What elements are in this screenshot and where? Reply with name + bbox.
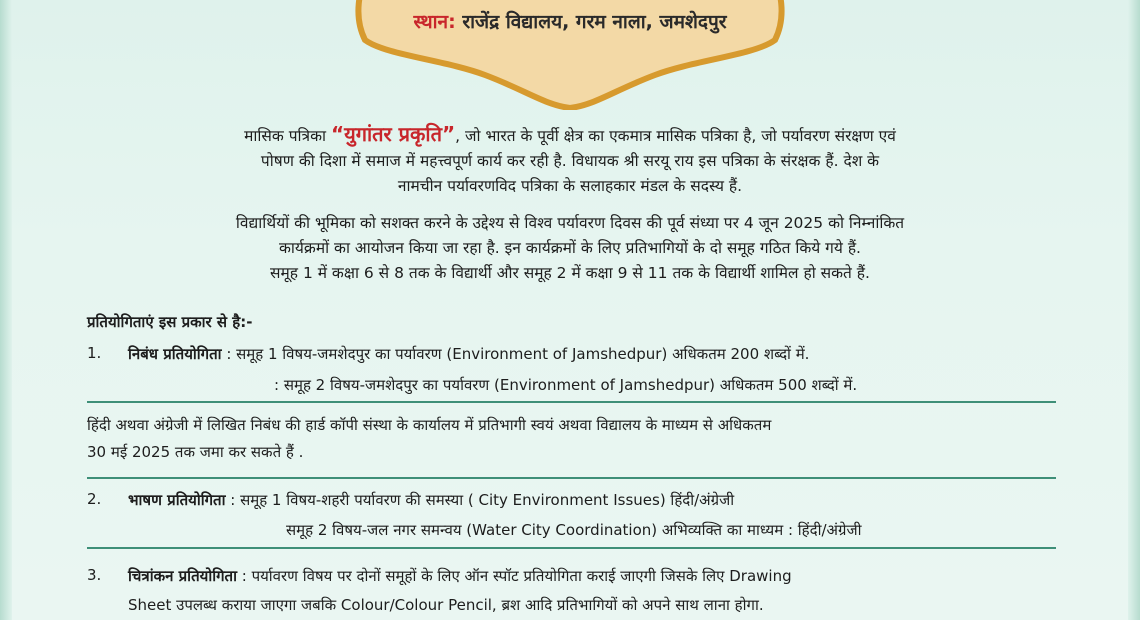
venue-line [355,8,785,34]
purpose-line-3: समूह 1 में कक्षा 6 से 8 तक के विद्यार्थी और समूह 2 में कक्षा 9 से 11 तक के विद्यार्थी शामिल हो सकते हैं. [270,264,870,282]
divider-1 [87,401,1056,403]
speech-group2-row [286,520,862,540]
speech-group2: समूह 2 विषय-जल नगर समन्वय (Water City Coordination) अभिव्यक्ति का माध्यम : हिंदी/अंग्रेजी [286,521,862,539]
intro-line-2: पोषण की दिशा में समाज में महत्त्वपूर्ण कार्य कर रही है. विधायक श्री सरयू राय इस पत्रिका के संरक्षक हैं. देश के [260,152,880,170]
purpose-line-2: कार्यक्रमों का आयोजन किया जा रहा है. इन कार्यक्रमों के लिए प्रतिभागियों के दो समूह गठित किये गये हैं. [279,239,861,257]
essay-group1: समूह 1 विषय-जमशेदपुर का पर्यावरण (Environment of Jamshedpur) अधिकतम 200 शब्दों में. [236,345,810,363]
essay-note [87,412,1056,466]
speech-sep: : [225,491,241,509]
essay-group1-row [128,344,809,364]
right-border [1128,0,1140,620]
drawing-line-2 [128,595,764,615]
speech-group1: समूह 1 विषय-शहरी पर्यावरण की समस्या ( City Environment Issues) हिंदी/अंग्रेजी [240,491,735,509]
divider-2 [87,477,1056,479]
venue-plaque [355,0,785,110]
essay-title: निबंध प्रतियोगिता [128,345,222,363]
intro-prefix: मासिक पत्रिका [244,127,331,145]
divider-3 [87,547,1056,549]
intro-line-1 [60,122,1080,149]
purpose-line-1: विद्यार्थियों की भूमिका को सशक्त करने के उद्देश्य से विश्व पर्यावरण दिवस की पूर्व संध्या पर 4 जून 2025 को निम्नांकित [235,214,905,232]
essay-group2-row [274,375,857,395]
drawing-desc-1: पर्यावरण विषय पर दोनों समूहों के लिए ऑन स्पॉट प्रतियोगिता कराई जाएगी जिसके लिए Drawing [251,567,792,585]
essay-number: 1. [87,344,102,362]
purpose-paragraph [60,211,1080,286]
essay-sep2: : [274,376,284,394]
speech-group1-row [128,490,734,510]
drawing-sep: : [236,567,252,585]
essay-group2: समूह 2 विषय-जमशेदपुर का पर्यावरण (Environment of Jamshedpur) अधिकतम 500 शब्दों में. [283,376,858,394]
speech-number: 2. [87,490,102,508]
competitions-heading: प्रतियोगिताएं इस प्रकार से है:- [87,313,253,331]
speech-title: भाषण प्रतियोगिता [128,491,226,509]
venue-text: राजेंद्र विद्यालय, गरम नाला, जमशेदपुर [462,11,727,33]
intro-rest: , जो भारत के पूर्वी क्षेत्र का एकमात्र मासिक पत्रिका है, जो पर्यावरण संरक्षण एवं [455,127,896,145]
drawing-number: 3. [87,566,102,584]
drawing-line-1 [128,566,792,586]
drawing-desc-2: Sheet उपलब्ध कराया जाएगा जबकि Colour/Colour Pencil, ब्रश आदि प्रतिभागियों को अपने साथ लाना होगा. [128,596,764,614]
drawing-title: चित्रांकन प्रतियोगिता [128,567,237,585]
venue-label: स्थान: [413,11,456,33]
essay-sep: : [221,345,237,363]
essay-note-line-2: 30 मई 2025 तक जमा कर सकते हैं . [87,443,304,461]
intro-line-3: नामचीन पर्यावरणविद पत्रिका के सलाहकार मंडल के सदस्य हैं. [397,177,743,195]
essay-note-line-1: हिंदी अथवा अंग्रेजी में लिखित निबंध की हार्ड कॉपी संस्था के कार्यालय में प्रतिभागी स्वयं अथवा विद्यालय के माध्यम से अधिकतम [87,416,772,434]
magazine-name: “युगांतर प्रकृति” [330,122,456,146]
left-border [0,0,12,620]
intro-paragraph [60,122,1080,199]
